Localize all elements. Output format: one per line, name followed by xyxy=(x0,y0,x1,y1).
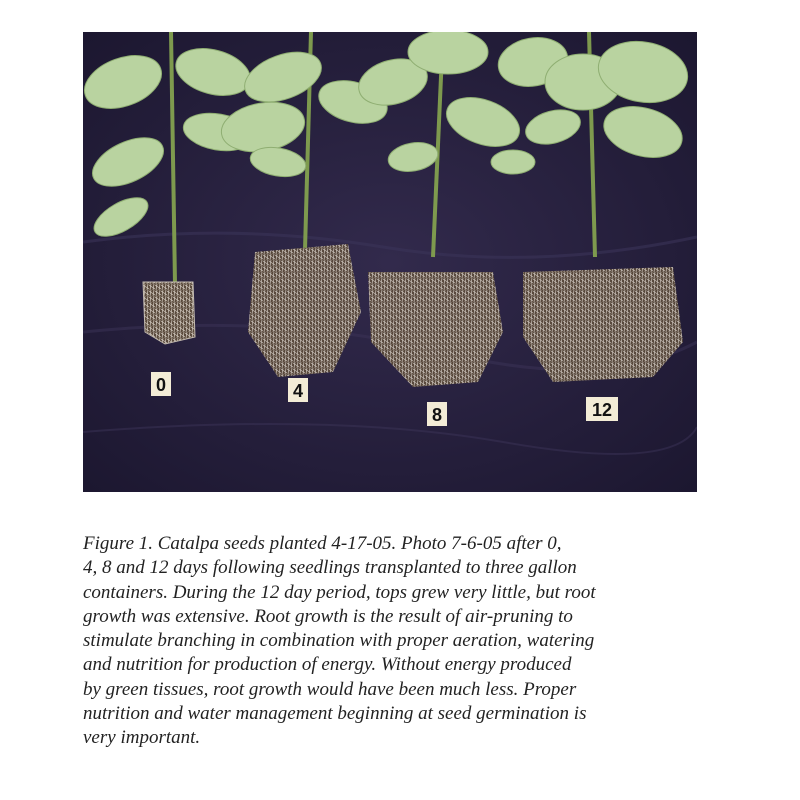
caption-line: by green tissues, root growth would have been much less. Proper xyxy=(83,678,577,700)
day-label-8: 8 xyxy=(431,405,443,425)
caption-line: Figure 1. Catalpa seeds planted 4-17-05. Photo 7-6-05 after 0, xyxy=(83,533,562,554)
caption-line: containers. During the 12 day period, tops grew very little, but root xyxy=(83,581,596,603)
seedling-root-photo xyxy=(83,32,697,492)
caption-line: and nutrition for production of energy. Without energy produced xyxy=(83,654,572,676)
caption-line: nutrition and water management beginning at seed germination is xyxy=(83,703,587,725)
day-label-4: 4 xyxy=(292,381,304,401)
day-label-12: 12 xyxy=(591,400,613,420)
caption-line: growth was extensive. Root growth is the result of air-pruning to xyxy=(83,605,573,627)
caption-line: stimulate branching in combination with proper aeration, watering xyxy=(83,630,595,652)
day-label-0: 0 xyxy=(155,375,167,395)
caption-line: very important. xyxy=(83,727,201,749)
caption-line: 4, 8 and 12 days following seedlings transplanted to three gallon xyxy=(83,557,577,579)
figure-caption xyxy=(83,532,723,751)
